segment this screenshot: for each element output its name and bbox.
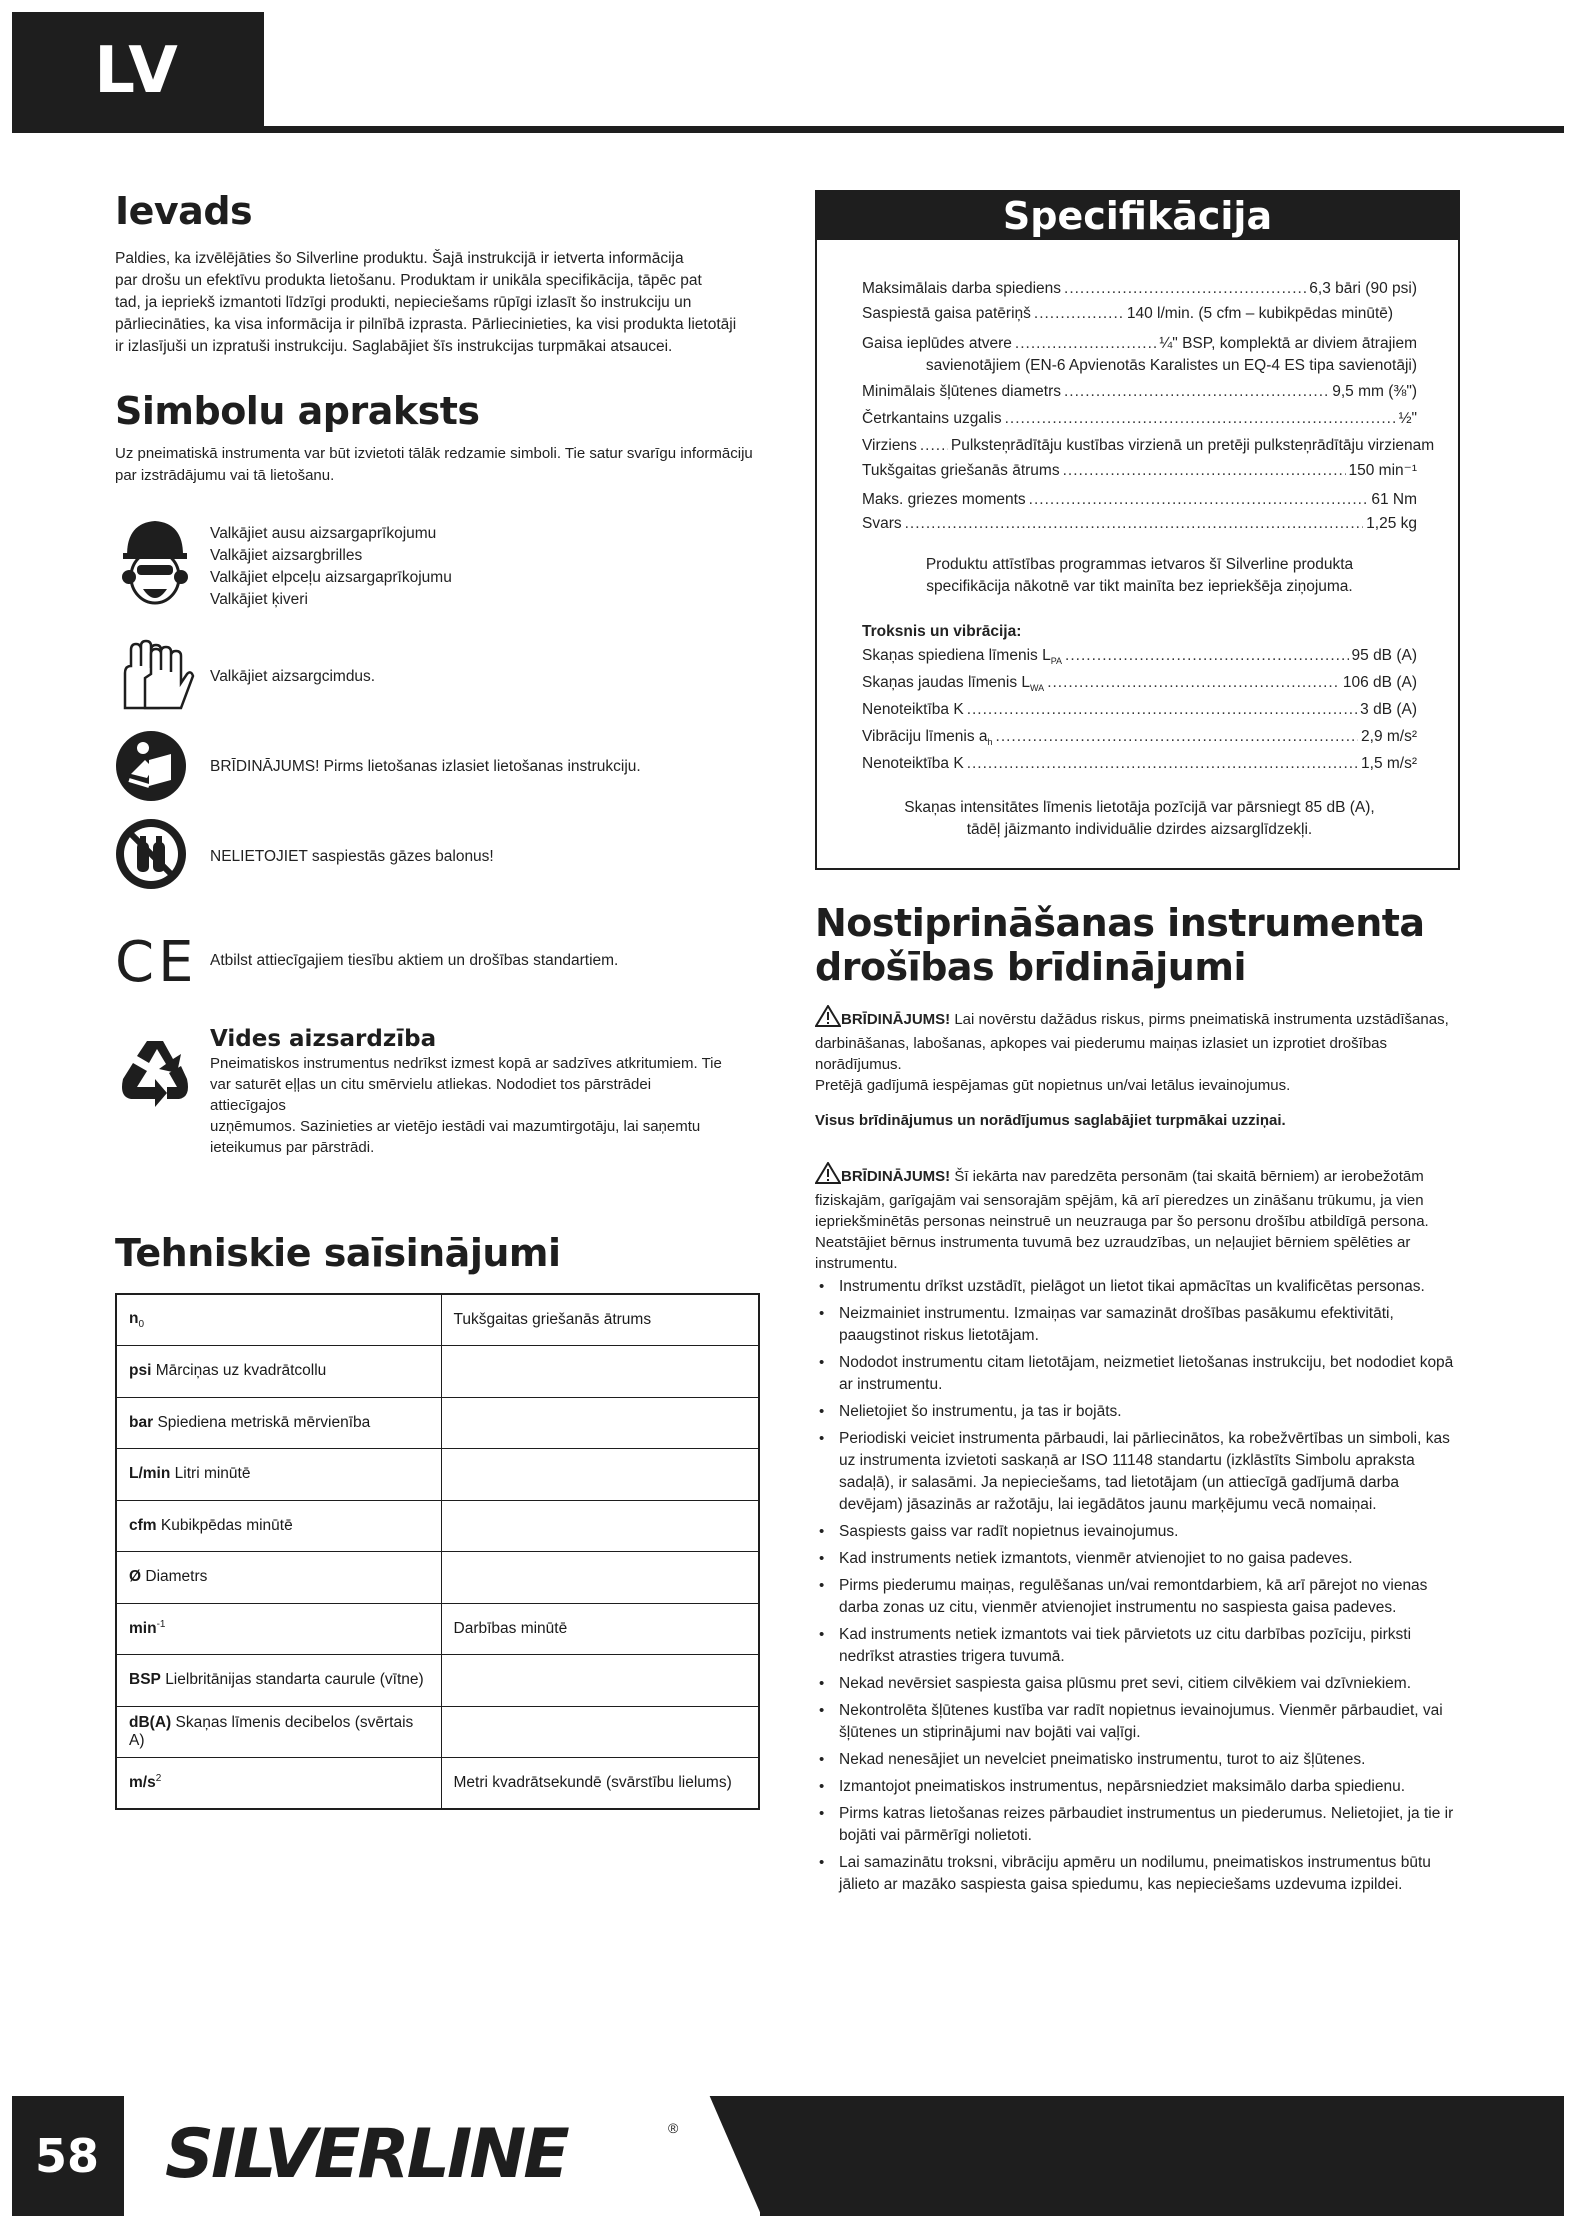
abbr-meaning-cell [441, 1500, 759, 1552]
symbols-line: Uz pneimatiskā instrumenta var būt izvietoti tālāk redzamie simboli. Tie satur svarīgu informāciju [115, 445, 753, 462]
abbr-meaning-cell [441, 1552, 759, 1604]
policy-line: specifikācija nākotnē var tikt mainīta bez iepriekšēja ziņojuma. [926, 578, 1353, 595]
ce-mark-icon: CE [115, 930, 198, 995]
warning-1-line: BRĪDINĀJUMS! Lai novērstu dažādus riskus, pirms pneimatiskā instrumenta uzstādīšanas, [815, 1005, 1465, 1033]
spec-row: Svars ..... 1,25 kg [862, 512, 1417, 535]
spec-row: Saspiestā gaisa patēriņš ..... 140 l/min. (5 cfm – kubikpēdas minūtē) [862, 302, 1417, 325]
no-gas-cylinder-icon [115, 818, 187, 890]
abbr-meaning-cell [441, 1655, 759, 1707]
abbr-meaning-cell [441, 1397, 759, 1449]
specification-box [815, 190, 1460, 870]
specification-title: Specifikācija [817, 192, 1458, 240]
spec-row: Gaisa ieplūdes atvere ..... ¼" BSP, komplektā ar diviem ātrajiem [862, 332, 1417, 355]
ppe-head-icon [115, 515, 195, 595]
warning-2-line: fiziskajām, garīgajām vai sensorajām spējām, kā arī pieredzes un zināšanu trūkumu, ja vien [815, 1192, 1424, 1209]
warning-2-line: Neatstājiet bērnus instrumenta tuvumā bez uzraudzības, un neļaujiet bērniem spēlēties ar [815, 1234, 1411, 1251]
intro-line: ir izlasījuši un izpratuši instrukciju. Saglabājiet šīs instrukcijas turpmākai atsaucei. [115, 338, 673, 355]
warning-1-line: Pretējā gadījumā iespējamas gūt nopietnus un/vai letālus ievainojumus. [815, 1077, 1291, 1094]
table-row [116, 1758, 759, 1810]
safety-bullet-list [815, 1276, 1460, 1901]
intro-title: Ievads [115, 189, 253, 233]
abbr-meaning-cell [441, 1346, 759, 1398]
abbr-meaning-cell [441, 1449, 759, 1501]
symbol-ce [115, 930, 765, 995]
spec-row: Virziens ..... Pulksteņrādītāju kustības virzienā un pretēji pulksteņrādītāju virzienam [862, 434, 1417, 457]
intro-line: pārliecināties, ka visa informācija ir pilnībā izprasta. Pārliecinieties, ka visi produkta lietotāji [115, 316, 737, 333]
abbr-key-cell: L/min Litri minūtē [116, 1449, 441, 1501]
silverline-logo: SILVERLINE [165, 2115, 567, 2194]
safety-title [815, 902, 1465, 989]
table-row [116, 1500, 759, 1552]
list-item: • Instrumentu drīkst uzstādīt, pielāgot un lietot tikai apmācītas un kvalificētas personas. [815, 1276, 1460, 1298]
list-item: • Nododot instrumentu citam lietotājam, neizmetiet lietošanas instrukciju, bet nododiet kopā ar instrumentu. [815, 1352, 1460, 1396]
spec-inlet-note: savienotājiem (EN-6 Apvienotās Karalistes un EQ-4 ES tipa savienotāji) [925, 357, 1417, 374]
abbr-meaning-cell: Metri kvadrātsekundē (svārstību lielums) [441, 1758, 759, 1810]
list-item: • Kad instruments netiek izmantots, vienmēr atvienojiet to no gaisa padeves. [815, 1548, 1460, 1570]
warning-2-line: iepriekšminētās personas neinstruē un neuzrauga par šo personu drošību atbildīgā persona. [815, 1213, 1429, 1230]
warning-triangle-icon [815, 1005, 841, 1033]
list-item: • Nelietojiet šo instrumentu, ja tas ir bojāts. [815, 1401, 1460, 1423]
abbr-meaning-cell: Darbības minūtē [441, 1603, 759, 1655]
env-line: ieteikumus par pārstrādi. [210, 1139, 375, 1156]
abbreviations-table [115, 1293, 760, 1810]
safety-warning-1 [815, 1005, 1465, 1096]
safety-warning-2 [815, 1162, 1465, 1274]
table-row [116, 1552, 759, 1604]
page-number: 58 [34, 2129, 99, 2183]
list-item: • Periodiski veiciet instrumenta pārbaudi, lai pārliecinātos, ka robežvērtības un simboli, kas uz instrumenta izvietoti saskaņā ar ISO 11148 standartu (izklāstīts Simbolu apraksta sadaļā), ir salasāmi. Ja nepieciešams, tad lietotājam (un attiecīgā gadījumā darba devējam) jāsazinās ar ražotāju, lai iegādātos jaunu marķējumu vecā nomaiņai. [815, 1428, 1460, 1516]
safety-title-line: Nostiprināšanas instrumenta [815, 901, 1425, 945]
list-item: • Neizmainiet instrumentu. Izmaiņas var samazināt drošības pasākumu efektivitāti, paaugstinot riskus lietotājam. [815, 1303, 1460, 1347]
environment-title: Vides aizsardzība [210, 1026, 437, 1052]
list-item: • Nekad nevērsiet saspiesta gaisa plūsmu pret sevi, citiem cilvēkiem vai dzīvniekiem. [815, 1673, 1460, 1695]
gloves-icon [115, 638, 195, 718]
table-row [116, 1294, 759, 1346]
warning-triangle-icon [815, 1162, 841, 1190]
read-manual-icon [115, 730, 187, 802]
environment-block [210, 1025, 730, 1158]
abbr-key-cell: $\min^{-1}$ [116, 1603, 441, 1655]
table-row [116, 1706, 759, 1758]
intro-text [115, 248, 765, 358]
spec-row: Minimālais šļūtenes diametrs ..... 9,5 mm (⅜") [862, 380, 1417, 403]
noise-note-line: Skaņas intensitātes līmenis lietotāja pozīcijā var pārsniegt 85 dB (A), [904, 799, 1375, 816]
ppe-text [210, 523, 452, 611]
abbr-meaning-cell [441, 1706, 759, 1758]
intro-line: Paldies, ka izvēlējāties šo Silverline produktu. Šajā instrukcijā ir ietverta informācija [115, 250, 684, 267]
cylinders-text: NELIETOJIET saspiestās gāzes balonus! [210, 848, 494, 865]
intro-line: par drošu un efektīvu produkta lietošanu. Produktam ir unikāla specifikācija, tāpēc pat [115, 272, 702, 289]
warning-2-line: instrumentu. [815, 1255, 898, 1272]
noise-row: Nenoteiktība K ..... 3 dB (A) [862, 698, 1417, 721]
abbr-key-cell: $m/s^2$ [116, 1758, 441, 1810]
recycle-icon [115, 1035, 195, 1115]
header-divider [262, 12, 264, 128]
spec-row: Tukšgaitas griešanās ātrums ..... 150 min⁻¹ [862, 459, 1417, 482]
spec-row: Maks. griezes moments ..... 61 Nm [862, 488, 1417, 511]
abbr-key-cell: BSP Lielbritānijas standarta caurule (vītne) [116, 1655, 441, 1707]
list-item: • Nekontrolēta šļūtenes kustība var radīt nopietnus ievainojumus. Vienmēr pārbaudiet, vai šļūtenes un stiprinājumi nav bojāti vai vaļīgi. [815, 1700, 1460, 1744]
noise-row: Skaņas jaudas līmenis $L_{WA}$ ..... 106 dB (A) [862, 671, 1417, 700]
symbol-manual [115, 730, 765, 810]
symbols-line: par izstrādājumu vai tā lietošanu. [115, 467, 335, 484]
noise-note [862, 797, 1417, 841]
list-item: • Lai samazinātu troksni, vibrāciju apmēru un nodilumu, pneimatiskos instrumentus būtu jālieto ar mazāko saspiesta gaisa spiedumu, kas nepieciešams uzdevuma izpildei. [815, 1852, 1460, 1896]
ce-text: Atbilst attiecīgajiem tiesību aktiem un drošības standartiem. [210, 952, 619, 969]
list-item: • Pirms katras lietošanas reizes pārbaudiet instrumentus un piederumus. Nelietojiet, ja tie ir bojāti vai pārmērīgi nolietoti. [815, 1803, 1460, 1847]
symbol-gloves [115, 638, 715, 718]
env-line: Pneimatiskos instrumentus nedrīkst izmest kopā ar sadzīves atkritumiem. Tie [210, 1055, 722, 1072]
noise-row: Nenoteiktība K ..... 1,5 m/s² [862, 752, 1417, 775]
brand-panel-edge [700, 2096, 760, 2216]
abbr-meaning-cell: Tukšgaitas griešanās ātrums [441, 1294, 759, 1346]
abbr-key-cell: cfm Kubikpēdas minūtē [116, 1500, 441, 1552]
warning-1-line: darbināšanas, labošanas, apkopes vai piederumu maiņas izlasiet un izprotiet drošības norādījumus. [815, 1035, 1387, 1073]
symbol-environment [115, 1025, 765, 1155]
abbr-key-cell: $n_0$ [116, 1294, 441, 1346]
noise-row: Skaņas spiediena līmenis $L_{PA}$ ..... 95 dB (A) [862, 644, 1417, 673]
intro-line: tad, ja iepriekš izmantoti līdzīgi produkti, nepieciešams rūpīgi izlasīt šo instrukciju un [115, 294, 692, 311]
abbr-key-cell: psi Mārciņas uz kvadrātcollu [116, 1346, 441, 1398]
ppe-line: Valkājiet ķiveri [210, 591, 308, 608]
manual-text: BRĪDINĀJUMS! Pirms lietošanas izlasiet lietošanas instrukciju. [210, 758, 641, 775]
noise-note-line: tādēļ jāizmanto individuālie dzirdes aizsarglīdzekļi. [966, 821, 1313, 838]
abbreviations-title: Tehniskie saīsinājumi [115, 1231, 561, 1275]
registered-mark: ® [668, 2120, 679, 2136]
abbr-key-cell: dB(A) Skaņas līmenis decibelos (svērtais A) [116, 1706, 441, 1758]
env-line: uzņēmumos. Sazinieties ar vietējo iestādi vai mazumtirgotāju, lai saņemtu [210, 1118, 701, 1135]
ppe-line: Valkājiet elpceļu aizsargaprīkojumu [210, 569, 452, 586]
symbol-cylinders [115, 818, 715, 898]
env-line: var saturēt eļļas un citu smērvielu atliekas. Nododiet tos pārstrādei attiecīgajos [210, 1076, 652, 1114]
ppe-line: Valkājiet aizsargbrilles [210, 547, 363, 564]
list-item: • Kad instruments netiek izmantots vai tiek pārvietots uz citu darbības pozīciju, pirksti nedrīkst atrasties trigera tuvumā. [815, 1624, 1460, 1668]
table-row [116, 1655, 759, 1707]
table-row [116, 1603, 759, 1655]
policy-line: Produktu attīstības programmas ietvaros šī Silverline produkta [925, 556, 1354, 573]
noise-title: Troksnis un vibrācija: [862, 623, 1022, 640]
symbols-intro [115, 443, 765, 487]
ppe-line: Valkājiet ausu aizsargaprīkojumu [210, 525, 437, 542]
safety-title-line: drošības brīdinājumi [815, 944, 1246, 989]
list-item: • Saspiests gaiss var radīt nopietnus ievainojumus. [815, 1521, 1460, 1543]
list-item: • Izmantojot pneimatiskos instrumentus, nepārsniedziet maksimālo darba spiedienu. [815, 1776, 1460, 1798]
list-item: • Nekad nenesājiet un nevelciet pneimatisko instrumentu, turot to aiz šļūtenes. [815, 1749, 1460, 1771]
gloves-text: Valkājiet aizsargcimdus. [210, 668, 376, 685]
keep-instructions-note: Visus brīdinājumus un norādījumus saglabājiet turpmākai uzziņai. [815, 1112, 1286, 1129]
language-tab: LV [12, 12, 262, 130]
symbols-title: Simbolu apraksts [115, 389, 480, 433]
abbr-key-cell: Ø Diametrs [116, 1552, 441, 1604]
table-row [116, 1397, 759, 1449]
table-row [116, 1449, 759, 1501]
spec-policy-note [862, 554, 1417, 598]
list-item: • Pirms piederumu maiņas, regulēšanas un/vai remontdarbiem, kā arī pārejot no vienas darba zonas uz citu, vienmēr atvienojiet instrumentu no saspiesta gaisa padeves. [815, 1575, 1460, 1619]
spec-row: Maksimālais darba spiediens ..... 6,3 bāri (90 psi) [862, 277, 1417, 300]
noise-row: Vibrāciju līmenis $a_h$ ..... 2,9 m/s² [862, 725, 1417, 754]
header-rule [12, 126, 1564, 133]
warning-2-line: BRĪDINĀJUMS! Šī iekārta nav paredzēta personām (tai skaitā bērniem) ar ierobežotām [815, 1162, 1465, 1190]
symbol-ppe [115, 515, 715, 615]
abbr-key-cell: bar Spiediena metriskā mērvienība [116, 1397, 441, 1449]
table-row [116, 1346, 759, 1398]
environment-text [210, 1053, 730, 1158]
spec-row: Četrkantains uzgalis ..... ½" [862, 407, 1417, 430]
